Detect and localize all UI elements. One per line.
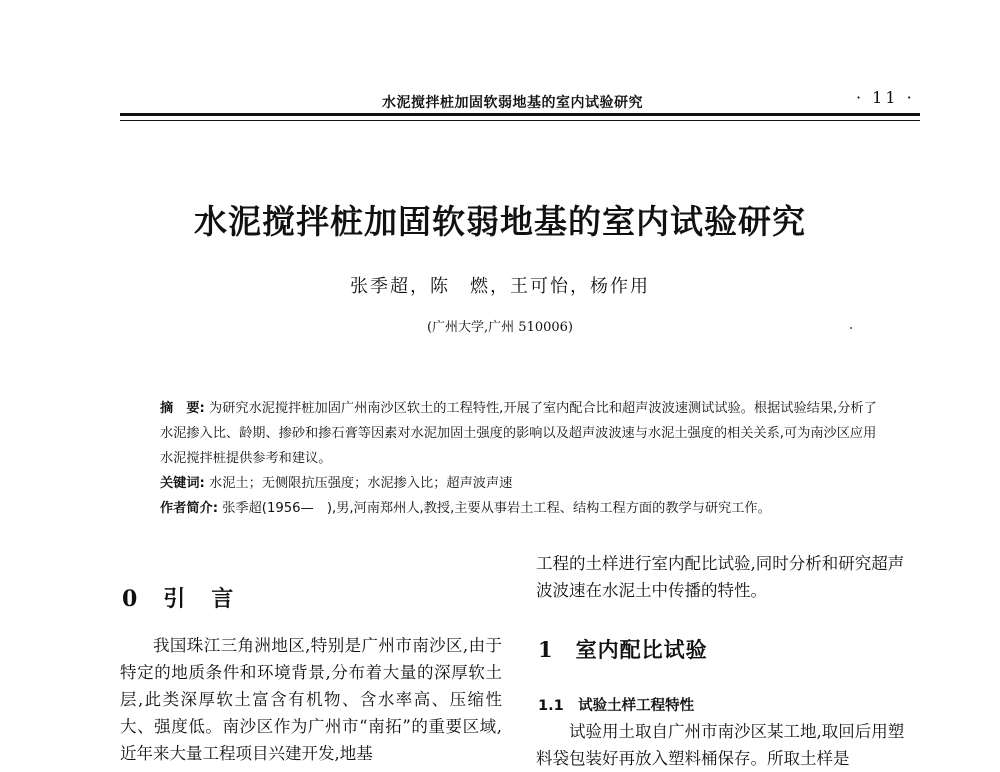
keywords-text: 水泥土；无侧限抗压强度；水泥掺入比；超声波声速 xyxy=(209,476,513,491)
intro-continuation: 工程的土样进行室内配比试验,同时分析和研究超声波波速在水泥土中传播的特性。 xyxy=(536,554,905,600)
section-0-heading: 0 引 言 xyxy=(122,586,236,612)
abstract-paragraph xyxy=(160,396,885,471)
author-bio-paragraph xyxy=(160,496,885,521)
abstract-label: 摘 要: xyxy=(160,401,205,416)
section-1-1-paragraph: 试验用土取自广州市南沙区某工地,取回后用塑料袋包装好再放入塑料桶保存。所取土样是 xyxy=(536,722,905,768)
header-rule-thin xyxy=(120,120,920,121)
right-column-top xyxy=(536,550,918,604)
header-rule-thick xyxy=(120,113,920,116)
page-number: · 11 · xyxy=(856,88,915,107)
paper-title: 水泥搅拌桩加固软弱地基的室内试验研究 xyxy=(194,202,806,241)
abstract-block xyxy=(160,396,885,521)
author-bio-text: 张季超(1956— ),男,河南郑州人,教授,主要从事岩土工程、结构工程方面的教学与研究工作。 xyxy=(222,501,771,516)
keywords-label: 关键词: xyxy=(160,476,205,491)
paper-authors: 张季超，陈 燃，王可怡，杨作用 xyxy=(350,276,650,297)
abstract-text: 为研究水泥搅拌桩加固广州南沙区软土的工程特性,开展了室内配合比和超声波波速测试试验。根据试验结果,分析了水泥掺入比、龄期、掺砂和掺石膏等因素对水泥加固土强度的影响以及超声波波速与水泥土强度的相关关系,可为南沙区应用水泥搅拌桩提供参考和建议。 xyxy=(160,401,877,466)
left-column xyxy=(120,632,502,767)
paper-affiliation: (广州大学,广州 510006) xyxy=(426,320,574,335)
right-column xyxy=(536,718,918,772)
author-bio-label: 作者简介: xyxy=(160,501,219,516)
section-1-1-heading: 1.1 试验土样工程特性 xyxy=(538,698,695,714)
keywords-paragraph xyxy=(160,471,885,496)
section-1-heading: 1 室内配比试验 xyxy=(538,637,708,662)
stray-dot xyxy=(850,327,852,329)
running-header-title: 水泥搅拌桩加固软弱地基的室内试验研究 xyxy=(382,95,643,111)
intro-paragraph: 我国珠江三角洲地区,特别是广州市南沙区,由于特定的地质条件和环境背景,分布着大量的深厚软土层,此类深厚软土富含有机物、含水率高、压缩性大、强度低。南沙区作为广州市“南拓”的重要区域,近年来大量工程项目兴建开发,地基 xyxy=(120,636,502,763)
